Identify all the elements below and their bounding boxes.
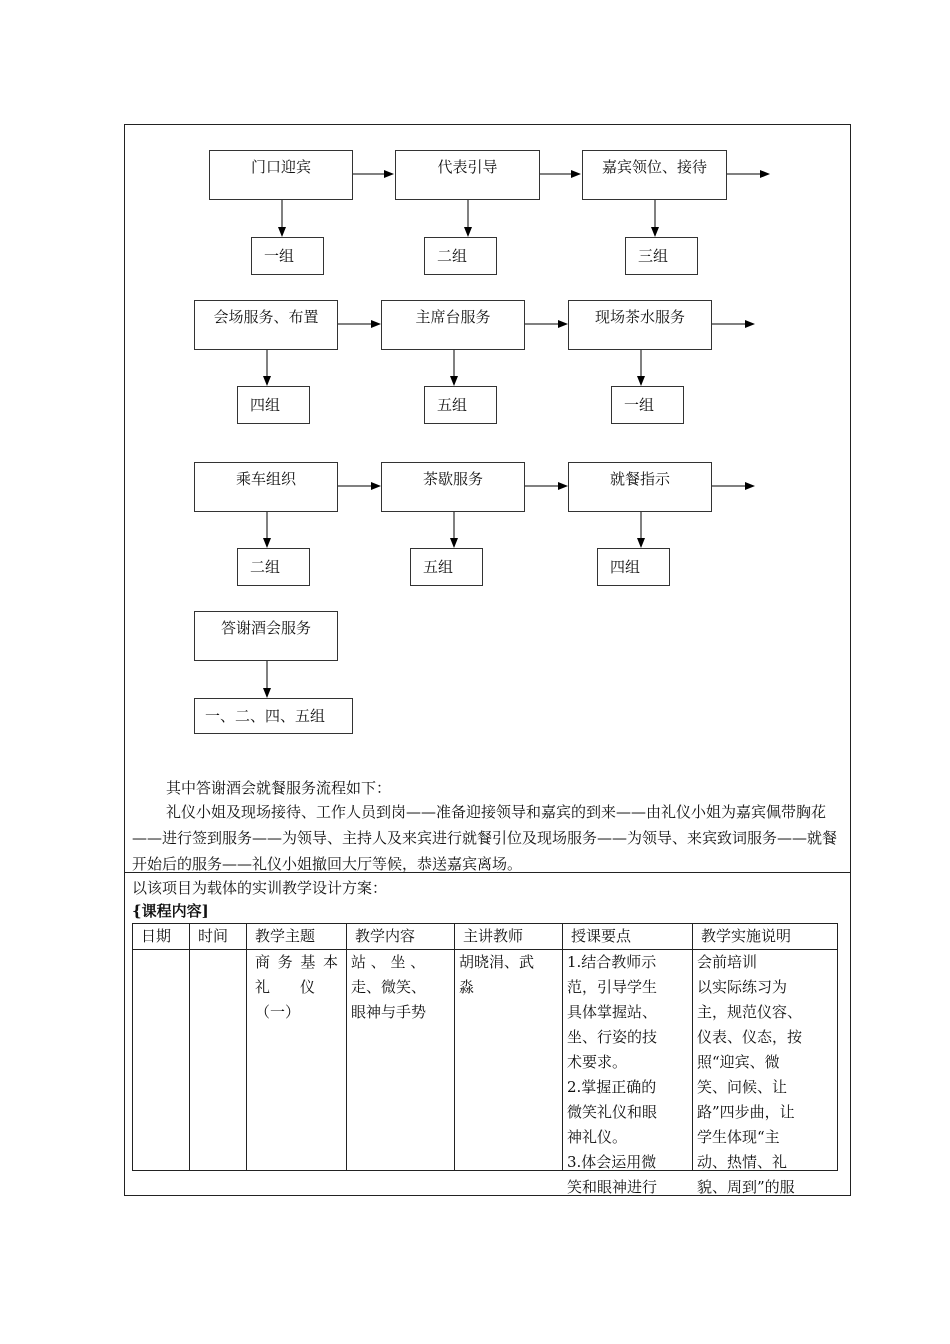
flow-group-3-3: 四组 (597, 548, 670, 586)
flow-group-3-2: 五组 (410, 548, 483, 586)
header-notes: 教学实施说明 (693, 924, 838, 950)
points-line: 微笑礼仪和眼 (567, 1103, 658, 1121)
notes-line: 学生体现“主 (697, 1128, 780, 1146)
notes-line: 仪表、仪态，按 (697, 1028, 803, 1046)
notes-line: 主，规范仪容、 (697, 1003, 803, 1021)
points-line: 坐、行姿的技 (567, 1028, 658, 1046)
header-date: 日期 (133, 924, 190, 950)
table-row (133, 950, 838, 1171)
notes-line: 动、热情、礼 (697, 1153, 788, 1171)
theme-line-1: 商务基本 (255, 953, 338, 971)
flow-group-4-1: 一、二、四、五组 (194, 698, 353, 734)
description-body: 礼仪小姐及现场接待、工作人员到岗——准备迎接领导和嘉宾的到来——由礼仪小姐为嘉宾佩带胸花——进行签到服务——为领导、主持人及来宾进行就餐引位及现场服务——为领导、来宾致词服务——就餐开始后的服务——礼仪小姐撤回大厅等候，恭送嘉宾离场。 (132, 803, 838, 873)
cell-date (133, 950, 190, 1171)
flow-group-3-1: 二组 (237, 548, 310, 586)
flow-group-1-2: 二组 (424, 237, 497, 275)
flow-group-2-1: 四组 (237, 386, 310, 424)
course-table (132, 923, 838, 1196)
header-points: 授课要点 (563, 924, 693, 950)
points-line: 神礼仪。 (567, 1128, 628, 1146)
flow-group-1-1: 一组 (251, 237, 324, 275)
teacher-line-2: 淼 (459, 978, 475, 996)
cell-teacher (455, 950, 563, 1171)
notes-line: 照“迎宾、微 (697, 1053, 780, 1071)
header-teacher: 主讲教师 (455, 924, 563, 950)
table-header-row (133, 924, 838, 950)
points-line: 1.结合教师示 (567, 953, 657, 971)
notes-line: 貌、周到”的服 (697, 1178, 795, 1196)
flow-step-tea-break: 茶歇服务 (381, 462, 525, 512)
plan-section-heading: {课程内容] (132, 902, 209, 920)
flow-group-1-3: 三组 (625, 237, 698, 275)
flow-step-venue: 会场服务、布置 (194, 300, 338, 350)
flow-step-greeting: 门口迎宾 (209, 150, 353, 200)
flow-step-transport: 乘车组织 (194, 462, 338, 512)
flow-step-guide: 代表引导 (395, 150, 540, 200)
content-line-2: 走、微笑、 (351, 978, 427, 996)
flow-step-podium: 主席台服务 (381, 300, 525, 350)
theme-line-3: （一） (255, 1003, 301, 1021)
description-intro: 其中答谢酒会就餐服务流程如下： (166, 779, 392, 797)
cell-points (563, 950, 693, 1196)
cell-notes (693, 950, 838, 1196)
flow-group-2-2: 五组 (424, 386, 497, 424)
points-line: 范，引导学生 (567, 978, 658, 996)
notes-line: 路”四步曲，让 (697, 1103, 795, 1121)
points-line: 术要求。 (567, 1053, 628, 1071)
points-line: 3.体会运用微 (567, 1153, 657, 1171)
cell-content (347, 950, 455, 1171)
header-theme: 教学主题 (247, 924, 347, 950)
header-content: 教学内容 (347, 924, 455, 950)
notes-line: 笑、问候、让 (697, 1078, 788, 1096)
flow-step-tea: 现场茶水服务 (568, 300, 712, 350)
flow-step-seating: 嘉宾领位、接待 (582, 150, 727, 200)
flow-step-reception: 答谢酒会服务 (194, 611, 338, 661)
teacher-line-1: 胡晓涓、武 (459, 953, 535, 971)
points-line: 2.掌握正确的 (567, 1078, 657, 1096)
cell-theme (247, 950, 347, 1171)
header-time: 时间 (190, 924, 247, 950)
flow-step-dining: 就餐指示 (568, 462, 712, 512)
plan-title: 以该项目为载体的实训教学设计方案： (132, 879, 388, 897)
content-line-3: 眼神与手势 (351, 1003, 427, 1021)
notes-line: 会前培训 (697, 953, 758, 971)
theme-line-2: 礼 仪 (255, 978, 316, 996)
cell-time (190, 950, 247, 1171)
content-line-1: 站 、 坐 、 (351, 953, 426, 971)
points-line: 笑和眼神进行 (567, 1178, 658, 1196)
points-line: 具体掌握站、 (567, 1003, 658, 1021)
flow-group-2-3: 一组 (611, 386, 684, 424)
notes-line: 以实际练习为 (697, 978, 788, 996)
